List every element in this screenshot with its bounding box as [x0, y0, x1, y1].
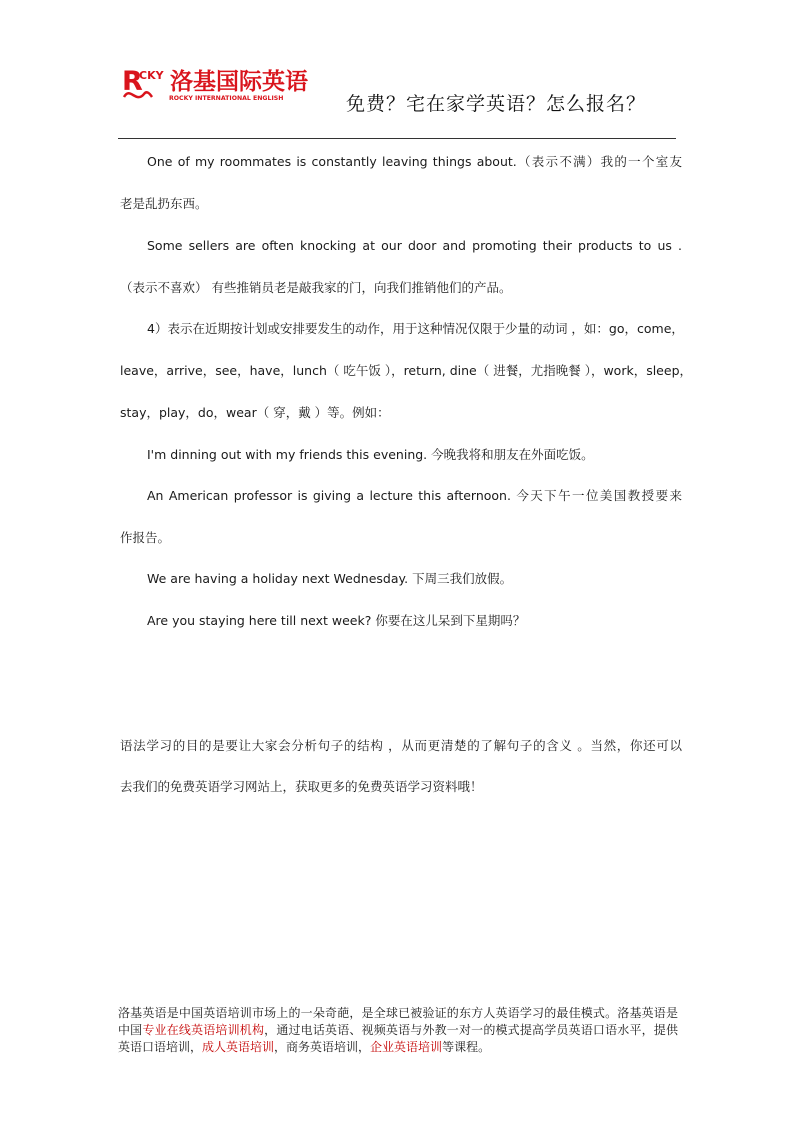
footer-text-1: 洛基英语是中国英语培训市场上的一朵奇葩，是全球已被验证的东方人英语学习的最佳模式。洛基英语是中国: [118, 1006, 678, 1037]
logo-badge-text: CKY: [139, 69, 164, 82]
example-2-line-1: An American professor is giving a lecture this afternoon. 今天下午一位美国教授要来: [147, 488, 682, 503]
footer-link-online-training[interactable]: 专业在线英语培训机构: [142, 1023, 265, 1037]
header-divider: [118, 138, 676, 139]
logo: [120, 64, 320, 104]
logo-en-text: ROCKY INTERNATIONAL ENGLISH: [169, 95, 284, 102]
logo-r-letter: R: [122, 66, 143, 97]
logo-cn-text: 洛基国际英语: [170, 69, 308, 95]
paragraph-3-line-1: 4）表示在近期按计划或安排要发生的动作，用于这种情况仅限于少量的动词 ，如：go，come，: [147, 321, 684, 336]
example-2-line-2: 作报告。: [120, 530, 171, 545]
footer-link-enterprise-training[interactable]: 企业英语培训: [370, 1040, 443, 1054]
paragraph-3-line-3: stay，play，do，wear（ 穿，戴 ）等。例如：: [120, 405, 390, 420]
footer-text-3: ，商务英语培训，: [274, 1040, 371, 1054]
example-4: Are you staying here till next week? 你要在这儿呆到下星期吗？: [147, 613, 526, 628]
example-3: We are having a holiday next Wednesday. 下周三我们放假。: [147, 571, 513, 586]
closing-line-1: 语法学习的目的是要让大家会分析句子的结构 ，从而更清楚的了解句子的含义 。当然，你还可以: [120, 738, 682, 753]
closing-line-2: 去我们的免费英语学习网站上，获取更多的免费英语学习资料哦！: [120, 779, 483, 794]
footer-link-adult-training[interactable]: 成人英语培训: [202, 1040, 275, 1054]
footer-promo: [118, 1005, 678, 1056]
footer-text-2: ，通过电话英语、视频英语与外教一对一的模式提高学员英语口语水平，提供英语口语培训，: [118, 1023, 678, 1054]
paragraph-1-line-1: One of my roommates is constantly leaving things about.（表示不满）我的一个室友: [147, 154, 682, 169]
footer-text-4: 等课程。: [442, 1040, 491, 1054]
example-1: I'm dinning out with my friends this evening. 今晚我将和朋友在外面吃饭。: [147, 447, 594, 462]
paragraph-2-line-1: Some sellers are often knocking at our door and promoting their products to us .: [147, 238, 682, 253]
paragraph-3-line-2: leave，arrive，see，have，lunch（ 吃午饭 ），return, dine（ 进餐，尤指晚餐 ），work，sleep，: [120, 363, 692, 378]
paragraph-1-line-2: 老是乱扔东西。: [120, 196, 208, 211]
paragraph-2-line-2: （表示不喜欢） 有些推销员老是敲我家的门，向我们推销他们的产品。: [120, 280, 512, 295]
header-tagline: 免费？宅在家学英语？怎么报名？: [346, 93, 647, 115]
rocky-logo-graphic: [120, 64, 320, 104]
